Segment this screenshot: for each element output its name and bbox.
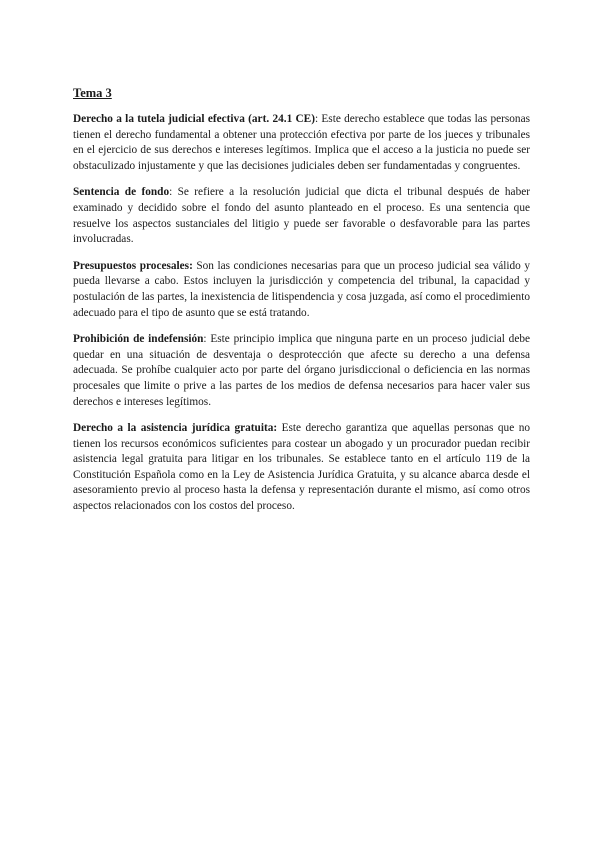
- section-paragraph: [73, 112, 530, 174]
- document-content: [73, 112, 530, 526]
- section-body: Son las condiciones necesarias para que un proceso judicial sea válido y pueda llevarse a cabo. Estos incluyen la jurisdicción y competencia del tribunal, la capacidad y postulación de las partes, la inexistencia de litispendencia y cosa juzgada, así como el procedimiento adecuado para el tipo de asunto que se está tratando.: [73, 259, 530, 319]
- section-body: Se refiere a la resolución judicial que dicta el tribunal después de haber examinado y decidido sobre el fondo del asunto planteado en el proceso. Es una sentencia que resuelve los aspectos sustanciales del litigio y puede ser favorable o desfavorable para las partes involucradas.: [73, 186, 530, 246]
- section-separator: :: [314, 113, 319, 125]
- section-body: Este principio implica que ninguna parte en un proceso judicial debe quedar en una situación de desventaja o desprotección que afecte su derecho a una defensa adecuada. Se prohíbe cualquier acto por parte del órgano jurisdiccional o deficiencia en las normas procesales que limite o prive a las partes de los medios de defensa necesarios para hacer valer sus derechos e intereses legítimos.: [73, 333, 530, 408]
- section-body: Este derecho garantiza que aquellas personas que no tienen los recursos económicos suficientes para costear un abogado y un procurador puedan recibir asistencia legal gratuita para litigar en los tribunales. Se establece tanto en el artículo 119 de la Constitución Española como en la Ley de Asistencia Jurídica Gratuita, y su alcance abarca desde el asesoramiento previo al proceso hasta la defensa y representación durante el mismo, así como otros aspectos relacionados con los costos del proceso.: [73, 422, 530, 513]
- section-paragraph: [73, 421, 530, 515]
- section-term: Derecho a la tutela judicial efectiva (art. 24.1 CE): [73, 113, 315, 125]
- section-paragraph: [73, 259, 530, 321]
- section-paragraph: [73, 332, 530, 410]
- section-body: Este derecho establece que todas las personas tienen el derecho fundamental a obtener una protección efectiva por parte de los jueces y tribunales en el ejercicio de sus derechos e intereses legítimos. Implica que el acceso a la justicia no puede ser obstaculizado injustamente y que las decisiones judiciales deben ser fundamentadas y congruentes.: [73, 113, 530, 172]
- section-term: Prohibición de indefensión: [73, 333, 204, 346]
- document-title: Tema 3: [73, 86, 112, 100]
- section-term: Sentencia de fondo: [73, 186, 170, 199]
- section-separator: :: [169, 186, 173, 199]
- section-term: Derecho a la asistencia jurídica gratuita:: [73, 422, 278, 435]
- section-paragraph: [73, 185, 530, 247]
- section-separator: :: [203, 333, 207, 346]
- section-term: Presupuestos procesales:: [73, 259, 193, 272]
